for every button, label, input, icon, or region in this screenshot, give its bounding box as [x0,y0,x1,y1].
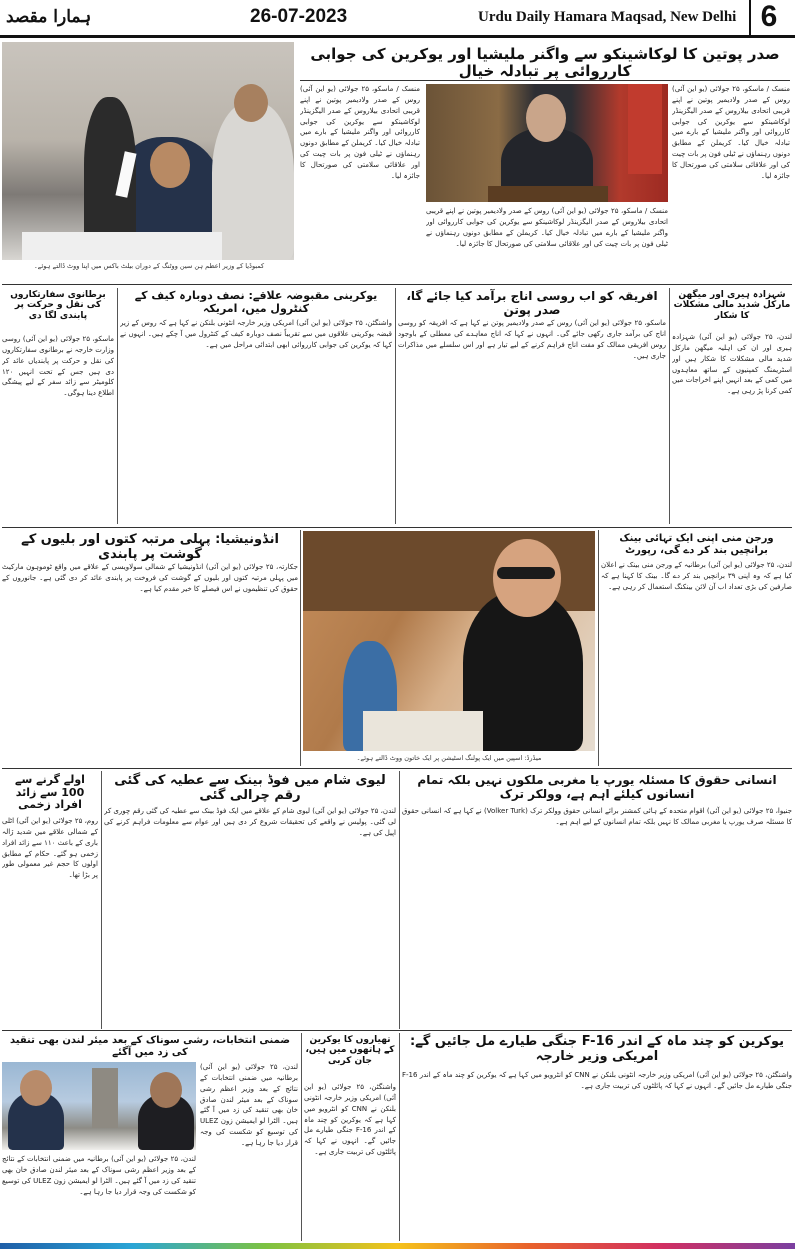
sunak-headline: ضمنی انتخابات، رشی سوناک کے بعد میئر لندن بھی تنقید کی زد میں آگئے [10,1035,290,1058]
indonesia-body: جکارتہ، ۲۵ جولائی (یو این آئی) انڈونیشیا کے شمالی سولاویسی کے علاقے میں واقع ٹوموہون مارکیٹ میں پہلی مرتبہ کتوں اور بلیوں کے گوشت کی فروخت پر پابندی عائد کر دی گئی ہے۔ جانوروں کے حقوق کی تنظیموں نے اس فیصلے کا خیر مقدم کیا ہے۔ [2,563,298,593]
f16-body: واشنگٹن، ۲۵ جولائی (یو این آئی) امریکی وزیر خارجہ انٹونی بلنکن نے CNN کو انٹرویو میں کہا ہے کہ یوکرین کو چند ماہ کے اندر F-16 جنگی طیارے مل جائیں گے۔ انہوں نے کہا کہ پائلٹوں کی تربیت جاری ہے۔ [402,1071,792,1090]
putin-headline: صدر پوتین کا لوکاشینکو سے واگنر ملیشیا اور یوکرین کی جوابی کارروائی پر تبادلہ خیال [310,45,780,81]
hail-body: روم، ۲۵ جولائی (یو این آئی) اٹلی کے شمالی علاقے میں شدید ژالہ باری کے باعث ۱۱۰ سے زائد افراد زخمی ہو گئے۔ حکام کے مطابق اولوں کا حجم غیر معمولی طور پر بڑا تھا۔ [2,817,98,880]
f16-headline: یوکرین کو چند ماہ کے اندر F-16 جنگی طیارے مل جائیں گے: امریکی وزیر خارجہ [409,1034,785,1064]
africa-grain-body: ماسکو، ۲۵ جولائی (یو این آئی) روس کے صدر ولادیمیر پوتن نے کہا ہے کہ افریقہ کو روسی اناج کی برآمد جاری رکھی جائے گی۔ انہوں نے کہا کہ اناج معاہدے کی معطلی کے باوجود روس افریقی ممالک کو مفت اناج فراہم کرنے کے لیے تیار ہے اور اس سلسلے میں مذاکرات جاری ہیں۔ [398,319,666,360]
f16-sub-headline: تھیاروں کا یوکرین کے ہاتھوں میں ہیں، جان کربی [305,1035,395,1066]
f16-sub-body: واشنگٹن، ۲۵ جولائی (یو این آئی) امریکی وزیر خارجہ انٹونی بلنکن نے CNN کو انٹرویو میں کہا ہے کہ یوکرین کو چند ماہ کے اندر F-16 جنگی طیارے مل جائیں گے۔ انہوں نے کہا کہ پائلٹوں کی تربیت جاری ہے۔ [304,1083,396,1157]
issue-date: 26-07-2023 [250,6,348,27]
human-rights-body: جنیوا، ۲۵ جولائی (یو این آئی) اقوام متحدہ کے ہائی کمشنر برائے انسانی حقوق وولکر ترک (Volker Turk) نے کہا ہے کہ انسانی حقوق کا مسئلہ صرف یورپ یا مغربی ممالک کا نہیں بلکہ تمام انسانوں کے لیے اہم ہے۔ [402,807,792,826]
uk-embassy-headline: برطانوی سفارتکاروں کی نقل و حرکت پر پابندی لگا دی [10,290,106,321]
putin-body-bottom: منسک / ماسکو، ۲۵ جولائی (یو این آئی) روس کے صدر ولادیمیر پوتین نے اپنے قریبی اتحادی بیلاروس کے صدر الیگزینڈر لوکاشینکو سے یوکرین کی جوابی کارروائی اور واگنر ملیشیا کے بارے میں تبادلہ خیال کیا۔ کریملن کے مطابق دونوں رہنماؤں نے ٹیلی فون پر بات چیت کی اور علاقائی سلامتی کی صورتحال کا جائزہ لیا۔ [426,207,668,248]
human-rights-headline: انسانی حقوق کا مسئلہ یورپ یا مغربی ملکوں نہیں بلکہ تمام انسانوں کیلئے اہم ہے، وولکر ترک [417,773,777,801]
logo-text: ہمارا مقصد [6,7,92,27]
indonesia-headline: انڈونیشیا: پہلی مرتبہ کتوں اور بلیوں کے گوشت پر پابندی [21,532,279,562]
virgin-money-body: لندن، ۲۵ جولائی (یو این آئی) برطانیہ کے ورجن منی بینک نے اعلان کیا ہے کہ وہ اپنی ۳۹ برانچیں بند کر دے گا۔ بینک کا کہنا ہے کہ صارفین کی بڑی تعداد اب آن لائن بینکنگ استعمال کر رہی ہے۔ [601,561,792,591]
spain-voter-photo [303,531,595,751]
hail-headline: اولے گرنے سے 100 سے زائد افراد زخمی [15,773,85,812]
hunsen-caption: کمبوڈیا کے وزیر اعظم ہن سین ووٹنگ کے دوران بیلٹ باکس میں اپنا ووٹ ڈالتے ہوئے۔ [33,262,265,270]
prince-harry-body: لندن، ۲۵ جولائی (یو این آئی) شہزادہ ہیری اور ان کی اہلیہ میگھن مارکل شدید مالی مشکلات کا شکار ہیں اور اسٹریمنگ کمپنیوں کے ساتھ معاہدوں میں کمی کے بعد انہیں اپنے اخراجات میں کمی کرنا پڑ رہی ہے۔ [672,333,792,396]
putin-body-right: منسک / ماسکو، ۲۵ جولائی (یو این آئی) روس کے صدر ولادیمیر پوتین نے اپنے قریبی اتحادی بیلاروس کے صدر الیگزینڈر لوکاشینکو سے یوکرین کی جوابی کارروائی اور واگنر ملیشیا کے بارے میں تبادلہ خیال کیا۔ کریملن کے مطابق دونوں رہنماؤں نے ٹیلی فون پر بات چیت کی اور علاقائی سلامتی کی صورتحال کا جائزہ لیا۔ [672,85,790,180]
ukraine-territory-body: واشنگٹن، ۲۵ جولائی (یو این آئی) امریکی وزیر خارجہ انٹونی بلنکن نے کہا ہے کہ روس کے زیر قبضہ یوکرینی علاقوں میں سے تقریباً نصف دوبارہ کیف کے کنٹرول میں آ چکے ہیں۔ انہوں نے کہا کہ یوکرین کی جوابی کارروائی ابھی ابتدائی مراحل میں ہے۔ [120,319,392,349]
libya-body: لندن، ۲۵ جولائی (یو این آئی) لیوی شام کے علاقے میں ایک فوڈ بینک سے عطیہ کی گئی رقم چوری کر لی گئی۔ پولیس نے واقعے کی تحقیقات شروع کر دی ہیں اور عوام سے معلومات فراہم کرنے کی اپیل کی ہے۔ [104,807,396,837]
virgin-money-headline: ورجن منی اپنی ایک تہائی بینک برانچیں بند کر دے گی، رپورٹ [619,533,774,556]
putin-photo [426,84,668,202]
africa-grain-headline: افریقہ کو اب روسی اناج برآمد کیا جائے گا، صدر پوتن [406,289,658,317]
page-number: 6 [749,0,787,36]
ukraine-territory-headline: یوکرینی مقبوضہ علاقے: نصف دوبارہ کیف کے کنٹرول میں، امریکہ [134,289,378,315]
putin-body-left: منسک / ماسکو، ۲۵ جولائی (یو این آئی) روس کے صدر ولادیمیر پوتین نے اپنے قریبی اتحادی بیلاروس کے صدر الیگزینڈر لوکاشینکو سے یوکرین کی جوابی کارروائی اور واگنر ملیشیا کے بارے میں تبادلہ خیال کیا۔ کریملن کے مطابق دونوں رہنماؤں نے ٹیلی فون پر بات چیت کی اور علاقائی سلامتی کی صورتحال کا جائزہ لیا۔ [300,85,420,180]
sunak-body: لندن، ۲۵ جولائی (یو این آئی) برطانیہ میں ضمنی انتخابات کے نتائج کے بعد وزیر اعظم رشی سوناک کے بعد میئر لندن صادق خان بھی تنقید کی زد میں آ گئے ہیں۔ الٹرا لو ایمیشن زون ULEZ کی توسیع کو شکست کی وجہ قرار دیا جا رہا ہے۔ [2,1155,196,1196]
uk-embassy-body: ماسکو، ۲۵ جولائی (یو این آئی) روسی وزارت خارجہ نے برطانوی سفارتکاروں کی نقل و حرکت پر پابندیاں عائد کر دی ہیں جس کے تحت انہیں ۱۲۰ کلومیٹر سے زائد سفر کے لیے پیشگی اطلاع دینا ہوگی۔ [2,335,114,398]
libya-headline: لیوی شام میں فوڈ بینک سے عطیہ کی گئی رقم چرالی گئی [114,773,386,803]
masthead [0,0,795,38]
newspaper-logo [6,6,91,27]
hunsen-photo [2,42,294,260]
sunak-khan-photo [2,1062,196,1150]
prince-harry-headline: شہزادہ ہیری اور میگھن مارکل شدید مالی مشکلات کا شکار [673,290,791,321]
footer-color-band [0,1243,795,1249]
spain-caption: میڈرڈ: اسپین میں ایک پولنگ اسٹیشن پر ایک خاتون ووٹ ڈالتے ہوئے۔ [356,754,542,762]
paper-name: Urdu Daily Hamara Maqsad, New Delhi [478,9,737,25]
sunak-body-side: لندن، ۲۵ جولائی (یو این آئی) برطانیہ میں ضمنی انتخابات کے نتائج کے بعد وزیر اعظم رشی سوناک کے بعد میئر لندن صادق خان بھی تنقید کی زد میں آ گئے ہیں۔ الٹرا لو ایمیشن زون ULEZ کی توسیع کو شکست کی وجہ قرار دیا جا رہا ہے۔ [200,1063,298,1147]
